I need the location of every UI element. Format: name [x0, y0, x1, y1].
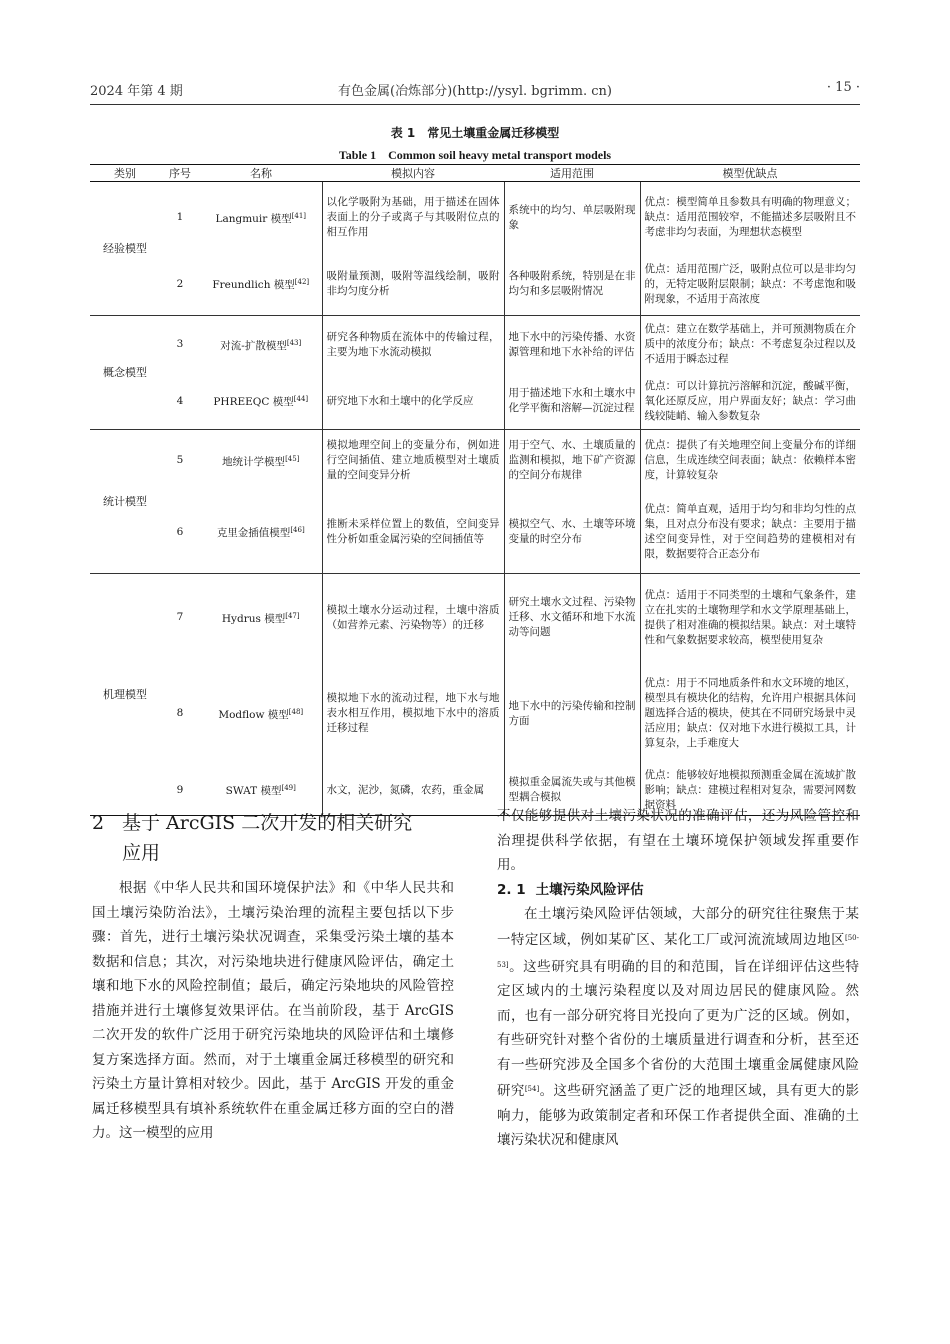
header-name: 名称 [200, 165, 322, 182]
section-title-line1: 基于 ArcGIS 二次开发的相关研究 [122, 812, 413, 834]
proscons-cell: 优点：能够较好地模拟预测重金属在流域扩散影响；缺点：建模过程相对复杂，需要河网数据资料 [640, 766, 860, 816]
paragraph-1-continued: 不仅能够提供对土壤污染状况的准确评估，还为风险管控和治理提供科学依据，有望在土壤环境保护领域发挥重要作用。 [497, 808, 859, 873]
content-cell: 以化学吸附为基础，用于描述在固体表面上的分子或离子与其吸附位点的相互作用 [322, 182, 504, 254]
seq-cell: 3 [160, 316, 200, 374]
scope-cell: 系统中的均匀、单层吸附现象 [504, 182, 640, 254]
issue-label: 2024 年第 4 期 [90, 84, 183, 99]
section-heading [92, 808, 454, 868]
seq-cell: 7 [160, 574, 200, 662]
name-cell: Hydrus 模型[47] [200, 574, 322, 662]
header-content: 模拟内容 [322, 165, 504, 182]
scope-cell: 用于描述地下水和土壤水中化学平衡和溶解—沉淀过程 [504, 374, 640, 430]
content-cell: 推断未采样位置上的数值，空间变异性分析如重金属污染的空间插值等 [322, 492, 504, 574]
table-row [90, 574, 860, 662]
content-cell: 模拟地下水的流动过程，地下水与地表水相互作用，模拟地下水中的溶质迁移过程 [322, 662, 504, 766]
table-header-row [90, 165, 860, 182]
section-number: 2 [92, 812, 105, 834]
running-header [90, 80, 860, 100]
paragraph-2: 在土壤污染风险评估领域，大部分的研究往往聚焦于某一特定区域，例如某矿区、某化工厂或河流流域周边地区[50-53]。这些研究具有明确的目的和范围，旨在详细评估这些特定区域内的土壤污染程度以及对周边居民的健康风险。然而，也有一部分研究将目光投向了更为广泛的区域。例如，有些研究针对整个省份的土壤质量进行调查和分析，甚至还有一些研究涉及全国多个省份的大范围土壤重金属健康风险研究[54]。这些研究涵盖了更广泛的地理区域，具有更大的影响力，能够为政策制定者和环保工作者提供全面、准确的土壤污染状况和健康风 [497, 905, 860, 1148]
section-title-line2: 应用 [122, 842, 161, 864]
seq-cell: 9 [176, 783, 184, 796]
table-row [90, 316, 860, 374]
proscons-cell: 优点：简单直观，适用于均匀和非均匀性的点集，且对点分布没有要求；缺点：主要用于描述空间变异性，对于空间趋势的建模相对有限，数据要符合正态分布 [640, 492, 860, 574]
subsection-heading [497, 878, 859, 902]
scope-cell: 地下水中的污染传输和控制方面 [504, 662, 640, 766]
seq-cell: 6 [176, 525, 184, 538]
name-cell: PHREEQC 模型[44] [213, 395, 309, 409]
header-scope: 适用范围 [504, 165, 640, 182]
name-cell: 克里金插值模型[46] [216, 526, 305, 540]
scope-cell: 各种吸附系统，特别是在非均匀和多层吸附情况 [504, 254, 640, 316]
citation: [49] [281, 784, 296, 792]
scope-cell: 用于空气、水、土壤质量的监测和模拟，地下矿产资源的空间分布规律 [504, 430, 640, 492]
proscons-cell: 优点：提供了有关地理空间上变量分布的详细信息，生成连续空间表面；缺点：依赖样本密度，计算较复杂 [640, 430, 860, 492]
category-cell: 机理模型 [90, 574, 160, 816]
content-cell: 研究地下水和土壤中的化学反应 [322, 374, 504, 430]
journal-title: 有色金属(冶炼部分)(http://ysyl. bgrimm. cn) [338, 84, 612, 99]
seq-cell: 2 [176, 277, 184, 290]
citation: [47] [285, 611, 300, 620]
proscons-cell: 优点：可以计算抗污溶解和沉淀，酸碱平衡，氧化还原反应，用户界面友好；缺点：学习曲线较陡峭、输入参数复杂 [640, 374, 860, 430]
right-column [497, 804, 859, 1153]
citation: [48] [288, 707, 304, 716]
citation: [41] [291, 211, 307, 220]
scope-cell: 模拟重金属流失或与其他模型耦合模拟 [504, 766, 640, 816]
content-cell: 模拟地理空间上的变量分布，例如进行空间插值、建立地质模型对土壤质量的空间变异分析 [322, 430, 504, 492]
category-cell: 统计模型 [90, 430, 160, 574]
category-cell: 概念模型 [90, 316, 160, 430]
seq-cell: 4 [176, 394, 184, 407]
models-table [90, 164, 860, 816]
proscons-cell: 优点：适用于不同类型的土壤和气象条件，建立在扎实的土壤物理学和水文学原理基础上，提供了相对准确的模拟结果。缺点：对土壤特性和气象数据要求较高，模型使用复杂 [640, 574, 860, 662]
name-cell: SWAT 模型[49] [225, 784, 296, 797]
header-proscons: 模型优缺点 [640, 165, 860, 182]
category-cell: 经验模型 [103, 242, 147, 255]
table-row [90, 430, 860, 492]
left-column [92, 804, 454, 1146]
table-row [90, 662, 860, 766]
scope-cell: 研究土壤水文过程、污染物迁移、水文循环和地下水流动等问题 [504, 574, 640, 662]
citation: [42] [294, 278, 310, 287]
content-cell: 水文，泥沙，氮磷，农药，重金属 [322, 766, 504, 816]
name-cell: Langmuir 模型[41] [215, 211, 307, 225]
content-cell: 模拟土壤水分运动过程，土壤中溶质（如营养元素、污染物等）的迁移 [322, 574, 504, 662]
subsection-title: 土壤污染风险评估 [535, 881, 644, 898]
header-seq: 序号 [160, 165, 200, 182]
scope-cell: 地下水中的污染传播、水资源管理和地下水补给的评估 [504, 316, 640, 374]
citation: [44] [293, 395, 309, 404]
seq-cell: 5 [160, 430, 200, 492]
scope-cell: 模拟空气、水、土壤等环境变量的时空分布 [504, 492, 640, 574]
table-row [90, 492, 860, 574]
subsection-number: 2. 1 [497, 881, 526, 898]
seq-cell: 1 [176, 211, 184, 224]
header-rule [90, 104, 860, 105]
content-cell: 研究各种物质在流体中的传输过程，主要为地下水流动模拟 [322, 316, 504, 374]
citation: [50-53] [497, 934, 859, 969]
content-cell: 吸附量预测，吸附等温线绘制，吸附非均匀度分析 [322, 254, 504, 316]
table-row [90, 254, 860, 316]
paragraph-1: 根据《中华人民共和国环境保护法》和《中华人民共和国土壤污染防治法》，土壤污染治理的流程主要包括以下步骤：首先，进行土壤污染状况调查，采集受污染土壤的基本数据和信息；其次，对污染地块进行健康风险评估，确定土壤和地下水的风险控制值；最后，确定污染地块的风险管控措施并进行土壤修复效果评估。在当前阶段，基于 ArcGIS 二次开发的软件广泛用于研究污染地块的风险评估和土壤修复方案选择方面。然而，对于土壤重金属迁移模型的研究和污染土方量计算相对较少。因此，基于 ArcGIS 开发的重金属迁移模型具有填补系统软件在重金属迁移方面的空白的潜力。这一模型的应用 [92, 880, 454, 1141]
name-cell: Modflow 模型[48] [218, 707, 304, 721]
seq-cell: 8 [176, 707, 184, 719]
table-caption-cn: 表 1 常见土壤重金属迁移模型 [390, 126, 560, 140]
citation: [54] [524, 1085, 540, 1093]
proscons-cell: 优点：适用范围广泛，吸附点位可以是非均匀的，无特定吸附层限制；缺点：不考虑饱和吸附现象，不适用于高浓度 [640, 254, 860, 316]
header-category: 类别 [90, 165, 160, 182]
name-cell: 地统计学模型[45] [200, 430, 322, 492]
citation: [46] [290, 526, 305, 535]
proscons-cell: 优点：建立在数学基础上，并可预测物质在介质中的浓度分布；缺点：不考虑复杂过程以及不适用于瞬态过程 [640, 316, 860, 374]
table-row [90, 182, 860, 254]
name-cell: 对流-扩散模型[43] [200, 316, 322, 374]
table-row [90, 374, 860, 430]
citation: [43] [286, 338, 302, 347]
page-number: · 15 · [826, 80, 860, 95]
proscons-cell: 优点：用于不同地质条件和水文环境的地区，模型具有模块化的结构，允许用户根据具体问题选择合适的模块，使其在不同研究场景中灵活应用；缺点：仅对地下水进行模拟工具，计算复杂，上手难度大 [640, 662, 860, 766]
citation: [45] [285, 454, 300, 463]
name-cell: Freundlich 模型[42] [212, 278, 310, 292]
proscons-cell: 优点：模型简单且参数具有明确的物理意义；缺点：适用范围较窄，不能描述多层吸附且不考虑非均匀表面，为理想状态模型 [640, 182, 860, 254]
table-caption-en: Table 1 Common soil heavy metal transport models [338, 148, 612, 162]
